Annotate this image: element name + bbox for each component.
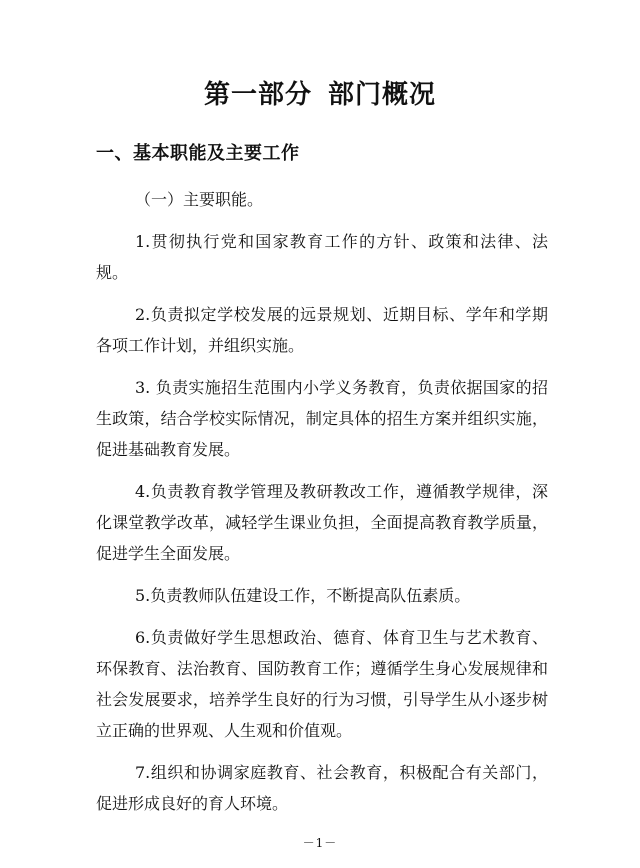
page-number: －1－	[302, 836, 338, 850]
paragraph-6: 6.负责做好学生思想政治、德育、体育卫生与艺术教育、环保教育、法治教育、国防教育工作；遵循学生身心发展规律和社会发展要求，培养学生良好的行为习惯，引导学生从小逐步树立正确的世界观、人生观和价值观。	[96, 628, 548, 740]
page-title: 第一部分 部门概况	[203, 80, 437, 110]
document-body	[96, 184, 548, 830]
paragraph-3: 3. 负责实施招生范围内小学义务教育，负责依据国家的招生政策，结合学校实际情况，制定具体的招生方案并组织实施，促进基础教育发展。	[96, 378, 548, 459]
paragraph-5: 5.负责教师队伍建设工作，不断提高队伍素质。	[135, 586, 471, 605]
paragraph-7: 7.组织和协调家庭教育、社会教育，积极配合有关部门，促进形成良好的育人环境。	[96, 763, 548, 813]
sub-heading: （一）主要职能。	[135, 190, 264, 209]
paragraph-4: 4.负责教育教学管理及教研教改工作，遵循教学规律，深化课堂教学改革，减轻学生课业负担，全面提高教育教学质量，促进学生全面发展。	[96, 482, 548, 563]
paragraph-1: 1.贯彻执行党和国家教育工作的方针、政策和法律、法规。	[96, 232, 548, 282]
paragraph-2: 2.负责拟定学校发展的远景规划、近期目标、学年和学期各项工作计划，并组织实施。	[96, 305, 548, 355]
section-heading: 一、基本职能及主要工作	[96, 143, 300, 164]
